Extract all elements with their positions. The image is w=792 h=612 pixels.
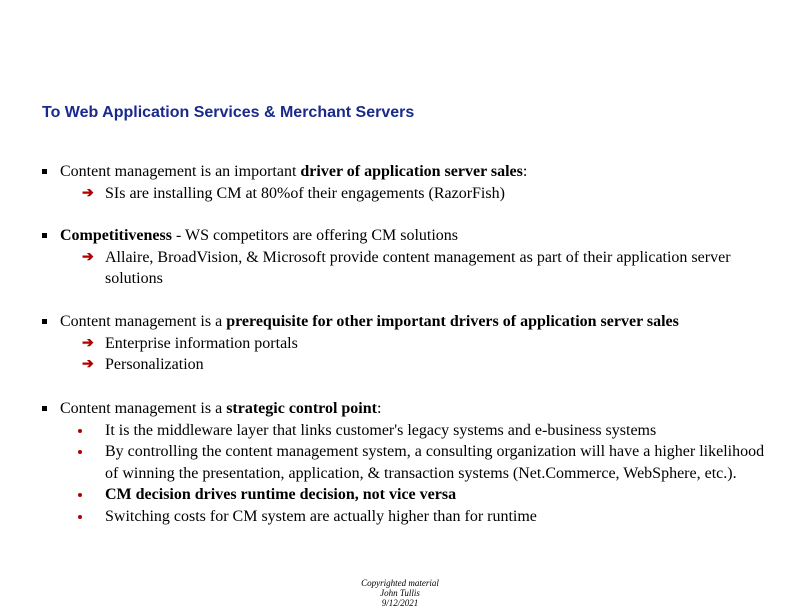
sub-item: ➔ SIs are installing CM at 80%of their engagements (RazorFish) xyxy=(60,183,780,205)
item-heading: Content management is an important driver of application server sales: xyxy=(60,163,528,180)
round-bullet-icon xyxy=(78,450,82,454)
item-heading: Competitiveness - WS competitors are offering CM solutions xyxy=(60,227,459,244)
round-bullet-icon xyxy=(78,515,82,519)
sub-item: Switching costs for CM system are actually higher than for runtime xyxy=(60,506,780,528)
right-arrow-icon: ➔ xyxy=(82,357,94,372)
sub-item: By controlling the content management system, a consulting organization will have a higher likelihood of winning the presentation, application, & transaction systems (Net.Commerce, WebSphere, etc.). xyxy=(60,441,780,484)
sub-item: CM decision drives runtime decision, not vice versa xyxy=(60,484,780,506)
round-bullet-icon xyxy=(78,429,82,433)
copyright-footer: Copyrighted material John Tullis 9/12/2021 xyxy=(361,578,439,608)
square-bullet-icon xyxy=(42,406,47,411)
list-item xyxy=(60,398,780,527)
square-bullet-icon xyxy=(42,169,47,174)
right-arrow-icon: ➔ xyxy=(82,335,94,351)
square-bullet-icon xyxy=(42,233,47,238)
sub-item: ➔ Enterprise information portals xyxy=(60,333,780,355)
list-item xyxy=(60,225,780,290)
square-bullet-icon xyxy=(42,319,47,324)
list-item xyxy=(60,161,780,204)
sub-item: ➔ Personalization xyxy=(60,354,780,376)
round-bullet-icon xyxy=(78,493,82,497)
right-arrow-icon: ➔ xyxy=(82,185,94,201)
item-heading: Content management is a strategic control point: xyxy=(60,400,382,417)
sub-item: ➔ Allaire, BroadVision, & Microsoft provide content management as part of their application server solutions xyxy=(82,248,731,287)
right-arrow-icon: ➔ xyxy=(82,249,94,265)
page-title: To Web Application Services & Merchant Servers xyxy=(42,104,415,121)
sub-item: It is the middleware layer that links customer's legacy systems and e-business systems xyxy=(60,420,780,442)
item-heading: Content management is a prerequisite for other important drivers of application server sales xyxy=(60,313,679,330)
list-item xyxy=(60,311,780,376)
